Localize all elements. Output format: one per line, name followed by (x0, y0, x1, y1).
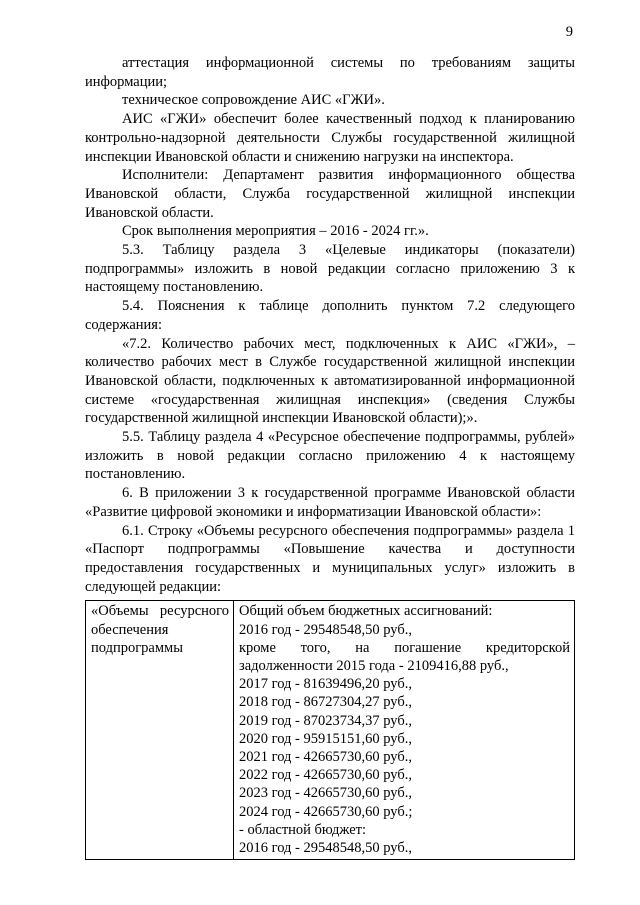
paragraph: 5.4. Пояснения к таблице дополнить пунктом 7.2 следующего содержания: (85, 298, 575, 333)
paragraph: 5.3. Таблицу раздела 3 «Целевые индикаторы (показатели) подпрограммы» изложить в новой редакции согласно приложению 3 к настоящему постановлению. (85, 242, 575, 296)
paragraph: аттестация информационной системы по требованиям защиты информации; (85, 55, 575, 90)
table-value-line: 2020 год - 95915151,60 руб., (239, 730, 412, 747)
paragraph: 6. В приложении 3 к государственной программе Ивановской области «Развитие цифровой экономики и информатизации Ивановской области»: (85, 485, 575, 520)
table-values-cell (234, 601, 575, 860)
table-value-line: - областной бюджет: (239, 821, 367, 838)
paragraph: Срок выполнения мероприятия – 2016 - 2024 гг.». (122, 223, 429, 240)
table-value-line: 2024 год - 42665730,60 руб.; (239, 803, 413, 820)
paragraph: АИС «ГЖИ» обеспечит более качественный подход к планированию контрольно-надзорной деятельности Службы государственной жилищной инспекции Ивановской области и снижению нагрузки на инспектора. (85, 111, 575, 165)
table-value-line: 2016 год - 29548548,50 руб., (239, 840, 412, 857)
table-value-line: 2019 год - 87023734,37 руб., (239, 712, 412, 729)
paragraph: 6.1. Строку «Объемы ресурсного обеспечения подпрограммы» раздела 1 «Паспорт подпрограммы «Повышение качества и доступности предоставления государственных и муниципальных услуг» изложить в следующей редакции: (85, 522, 575, 595)
document-body (85, 54, 575, 860)
table-value-line: 2017 год - 81639496,20 руб., (239, 676, 412, 693)
table-label-cell: «Объемы ресурсного обеспечения подпрограммы (86, 601, 234, 860)
table-value-line: 2016 год - 29548548,50 руб., (239, 621, 412, 638)
table-value-line: 2022 год - 42665730,60 руб., (239, 767, 412, 784)
table-row (86, 601, 575, 860)
table-value-line: 2023 год - 42665730,60 руб., (239, 785, 412, 802)
page-number: 9 (565, 24, 573, 40)
budget-table (85, 600, 575, 860)
table-value-line: кроме того, на погашение кредиторской задолженности 2015 года - 2109416,88 руб., (239, 639, 570, 674)
table-value-line: Общий объем бюджетных ассигнований: (239, 603, 493, 620)
paragraph: 5.5. Таблицу раздела 4 «Ресурсное обеспечение подпрограммы, рублей» изложить в новой редакции согласно приложению 4 к настоящему постановлению. (85, 429, 575, 483)
table-value-line: 2018 год - 86727304,27 руб., (239, 694, 412, 711)
paragraph: техническое сопровождение АИС «ГЖИ». (122, 92, 385, 109)
paragraph: «7.2. Количество рабочих мест, подключенных к АИС «ГЖИ», – количество рабочих мест в Службе государственной жилищной инспекции Ивановской области, подключенных к автоматизированной информационной системе «государственная жилищная инспекция» (сведения Службы государственной жилищной инспекции Ивановской области);». (85, 335, 575, 427)
table-value-line: 2021 год - 42665730,60 руб., (239, 749, 412, 766)
paragraph: Исполнители: Департамент развития информационного общества Ивановской области, Служба государственной жилищной инспекции Ивановской области. (85, 167, 575, 221)
